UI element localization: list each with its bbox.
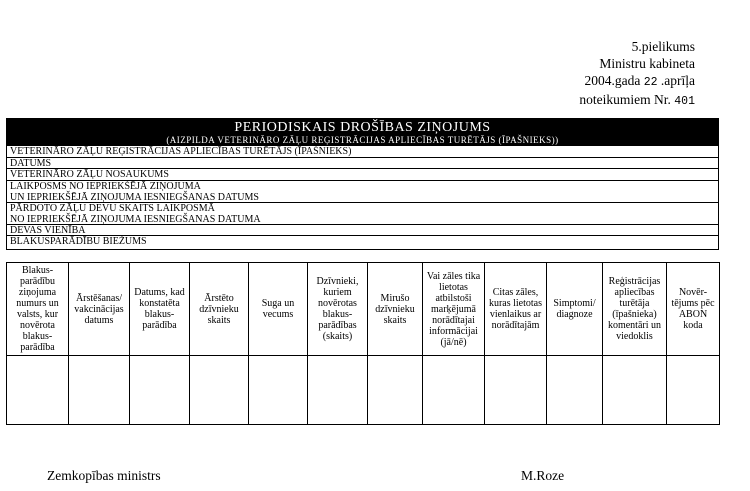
annex-number: 5.pielikums: [631, 39, 695, 54]
table-cell[interactable]: [69, 356, 130, 425]
adverse-events-table: [6, 262, 720, 425]
col-treatment-date: Ārstēšanas/ vakcinācijas datums: [69, 263, 130, 356]
table-row: [7, 356, 720, 425]
col-holder-comments: Reģistrācijas apliecības turētāja (īpašnieka) komentāri un viedoklis: [603, 263, 667, 356]
col-report-number: Blakus-parādību ziņojuma numurs un valsts, kur novērota blakus-parādība: [7, 263, 69, 356]
field-sold-line1: PĀRDOTO ZĀĻU DEVU SKAITS LAIKPOSMĀ: [10, 202, 215, 214]
table-cell[interactable]: [190, 356, 249, 425]
signatory-title: Zemkopības ministrs: [47, 468, 161, 483]
table-cell[interactable]: [368, 356, 423, 425]
signatory-name: M.Roze: [521, 468, 565, 483]
annex-month: .aprīļa: [660, 73, 695, 88]
field-period-line2: UN IEPRIEKŠĒJĀ ZIŅOJUMA IESNIEGŠANAS DATUMS: [10, 191, 259, 203]
table-cell[interactable]: [423, 356, 485, 425]
col-species-age: Suga un vecums: [249, 263, 308, 356]
col-concomitant-medicines: Citas zāles, kuras lietotas vienlaikus ar norādītajām: [485, 263, 547, 356]
table-cell[interactable]: [7, 356, 69, 425]
field-holder[interactable]: VETERINĀRO ZĀĻU REĢISTRĀCIJAS APLIECĪBAS TURĒTĀJS (ĪPAŠNIEKS): [7, 146, 718, 158]
annex-day: 22: [643, 76, 658, 89]
annex-rule: [579, 91, 695, 110]
annex-reference: [579, 38, 695, 110]
field-frequency[interactable]: BLAKUSPARĀDĪBU BIEŽUMS: [10, 236, 147, 247]
table-cell[interactable]: [130, 356, 190, 425]
field-sold-doses[interactable]: [7, 203, 718, 225]
report-subtitle: (AIZPILDA VETERINĀRO ZĀĻU REĢISTRĀCIJAS APLIECĪBAS TURĒTĀJS (ĪPAŠNIEKS)): [166, 135, 559, 145]
col-label-compliance: Vai zāles tika lietotas atbilstoši marķējumā norādītajai informācijai (jā/nē): [423, 263, 485, 356]
col-treated-count: Ārstēto dzīvnieku skaits: [190, 263, 249, 356]
field-dose-unit[interactable]: DEVAS VIENĪBA: [7, 225, 718, 237]
table-cell[interactable]: [667, 356, 720, 425]
table-cell[interactable]: [308, 356, 368, 425]
report-title-bar: [7, 119, 718, 146]
field-sold-line2: NO IEPRIEKŠĒJĀ ZIŅOJUMA IESNIEGŠANAS DATUMA: [10, 213, 261, 225]
field-medicine-name[interactable]: VETERINĀRO ZĀĻU NOSAUKUMS: [7, 169, 718, 181]
col-symptoms: Simptomi/ diagnoze: [547, 263, 603, 356]
table-cell[interactable]: [249, 356, 308, 425]
table-cell[interactable]: [603, 356, 667, 425]
table-cell[interactable]: [485, 356, 547, 425]
table-header-row: [7, 263, 720, 356]
report-header-form: [6, 118, 719, 250]
report-title: PERIODISKAIS DROŠĪBAS ZIŅOJUMS: [234, 120, 491, 135]
annex-year: 2004.gada: [584, 73, 641, 88]
field-period-line1: LAIKPOSMS NO IEPRIEKŠĒJĀ ZIŅOJUMA: [10, 180, 201, 192]
field-period[interactable]: [7, 181, 718, 203]
annex-date: [579, 72, 695, 91]
annex-rule-prefix: noteikumiem Nr.: [579, 92, 671, 107]
col-dead-count: Mirušo dzīvnieku skaits: [368, 263, 423, 356]
col-detection-date: Datums, kad konstatēta blakus-parādība: [130, 263, 190, 356]
annex-issuer: Ministru kabineta: [599, 56, 695, 71]
table-cell[interactable]: [547, 356, 603, 425]
annex-rule-number: 401: [674, 95, 695, 108]
col-affected-count: Dzīvnieki, kuriem novērotas blakus-parādības (skaits): [308, 263, 368, 356]
field-date[interactable]: DATUMS: [7, 158, 718, 170]
col-abon-assessment: Novēr-tējums pēc ABON koda: [667, 263, 720, 356]
